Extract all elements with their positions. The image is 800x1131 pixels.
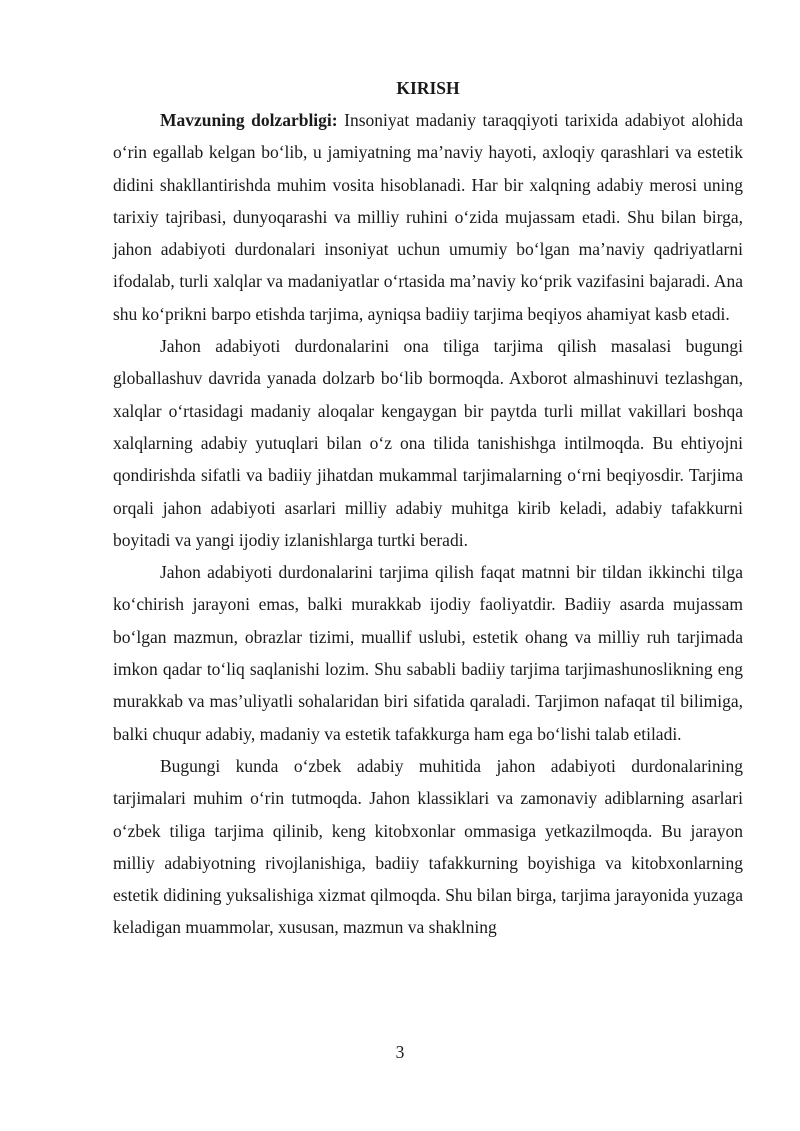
paragraph-globalization: Jahon adabiyoti durdonalarini ona tiliga tarjima qilish masalasi bugungi globallashuv davrida yanada dolzarb bo‘lib bormoqda. Axborot almashinuvi tezlashgan, xalqlar o‘rtasidagi madaniy aloqalar kengaygan bir paytda turli millat vakillari boshqa xalqlarning adabiy yutuqlari bilan o‘z ona tilida tanishishga intilmoqda. Bu ehtiyojni qondirishda sifatli va badiiy jihatdan mukammal tarjimalarning o‘rni beqiyosdir. Tarjima orqali jahon adabiyoti asarlari milliy adabiy muhitga kirib keladi, adabiy tafakkurni boyitadi va yangi ijodiy izlanishlarga turtki beradi. bbox=[113, 336, 743, 550]
page-number: 3 bbox=[395, 1042, 405, 1062]
paragraph-lead: Mavzuning dolzarbligi: bbox=[160, 110, 338, 130]
paragraph-text: Insoniyat madaniy taraqqiyoti tarixida adabiyot alohida o‘rin egallab kelgan bo‘lib, u jamiyatning ma’naviy hayoti, axloqiy qarashlari va estetik didini shakllantirishda muhim vosita hisoblanadi. Har bir xalqning adabiy merosi uning tarixiy tajribasi, dunyoqarashi va milliy ruhini o‘zida mujassam etadi. Shu bilan birga, jahon adabiyoti durdonalari insoniyat uchun umumiy bo‘lgan ma’naviy qadriyatlarni ifodalab, turli xalqlar va madaniyatlar o‘rtasida ma’naviy ko‘prik vazifasini bajaradi. Ana shu ko‘prikni barpo etishda tarjima, ayniqsa badiiy tarjima beqiyos ahamiyat kasb etadi. bbox=[113, 110, 743, 324]
paragraph-uzbek-literary-environment: Bugungi kunda o‘zbek adabiy muhitida jahon adabiyoti durdonalarining tarjimalari muhim o‘rin tutmoqda. Jahon klassiklari va zamonaviy adiblarning asarlari o‘zbek tiliga tarjima qilinib, keng kitobxonlar ommasiga yetkazilmoqda. Bu jarayon milliy adabiyotning rivojlanishiga, badiiy tafakkurning boyishiga va kitobxonlarning estetik didining yuksalishiga xizmat qilmoqda. Shu bilan birga, tarjima jarayonida yuzaga keladigan muammolar, xususan, mazmun va shaklning bbox=[113, 755, 743, 938]
paragraph-creative-activity: Jahon adabiyoti durdonalarini tarjima qilish faqat matnni bir tildan ikkinchi tilga ko‘chirish jarayoni emas, balki murakkab ijodiy faoliyatdir. Badiiy asarda mujassam bo‘lgan mazmun, obrazlar tizimi, muallif uslubi, estetik ohang va milliy ruh tarjimada imkon qadar to‘liq saqlanishi lozim. Shu sababli badiiy tarjima tarjimashunoslikning eng murakkab va mas’uliyatli sohalaridan biri sifatida qaraladi. Tarjimon nafaqat til bilimiga, balki chuqur adabiy, madaniy va estetik tafakkurga ham ega bo‘lishi talab etiladi. bbox=[113, 562, 743, 744]
document-page bbox=[113, 72, 743, 944]
paragraph-relevance bbox=[113, 104, 743, 330]
section-heading: KIRISH bbox=[396, 78, 460, 98]
